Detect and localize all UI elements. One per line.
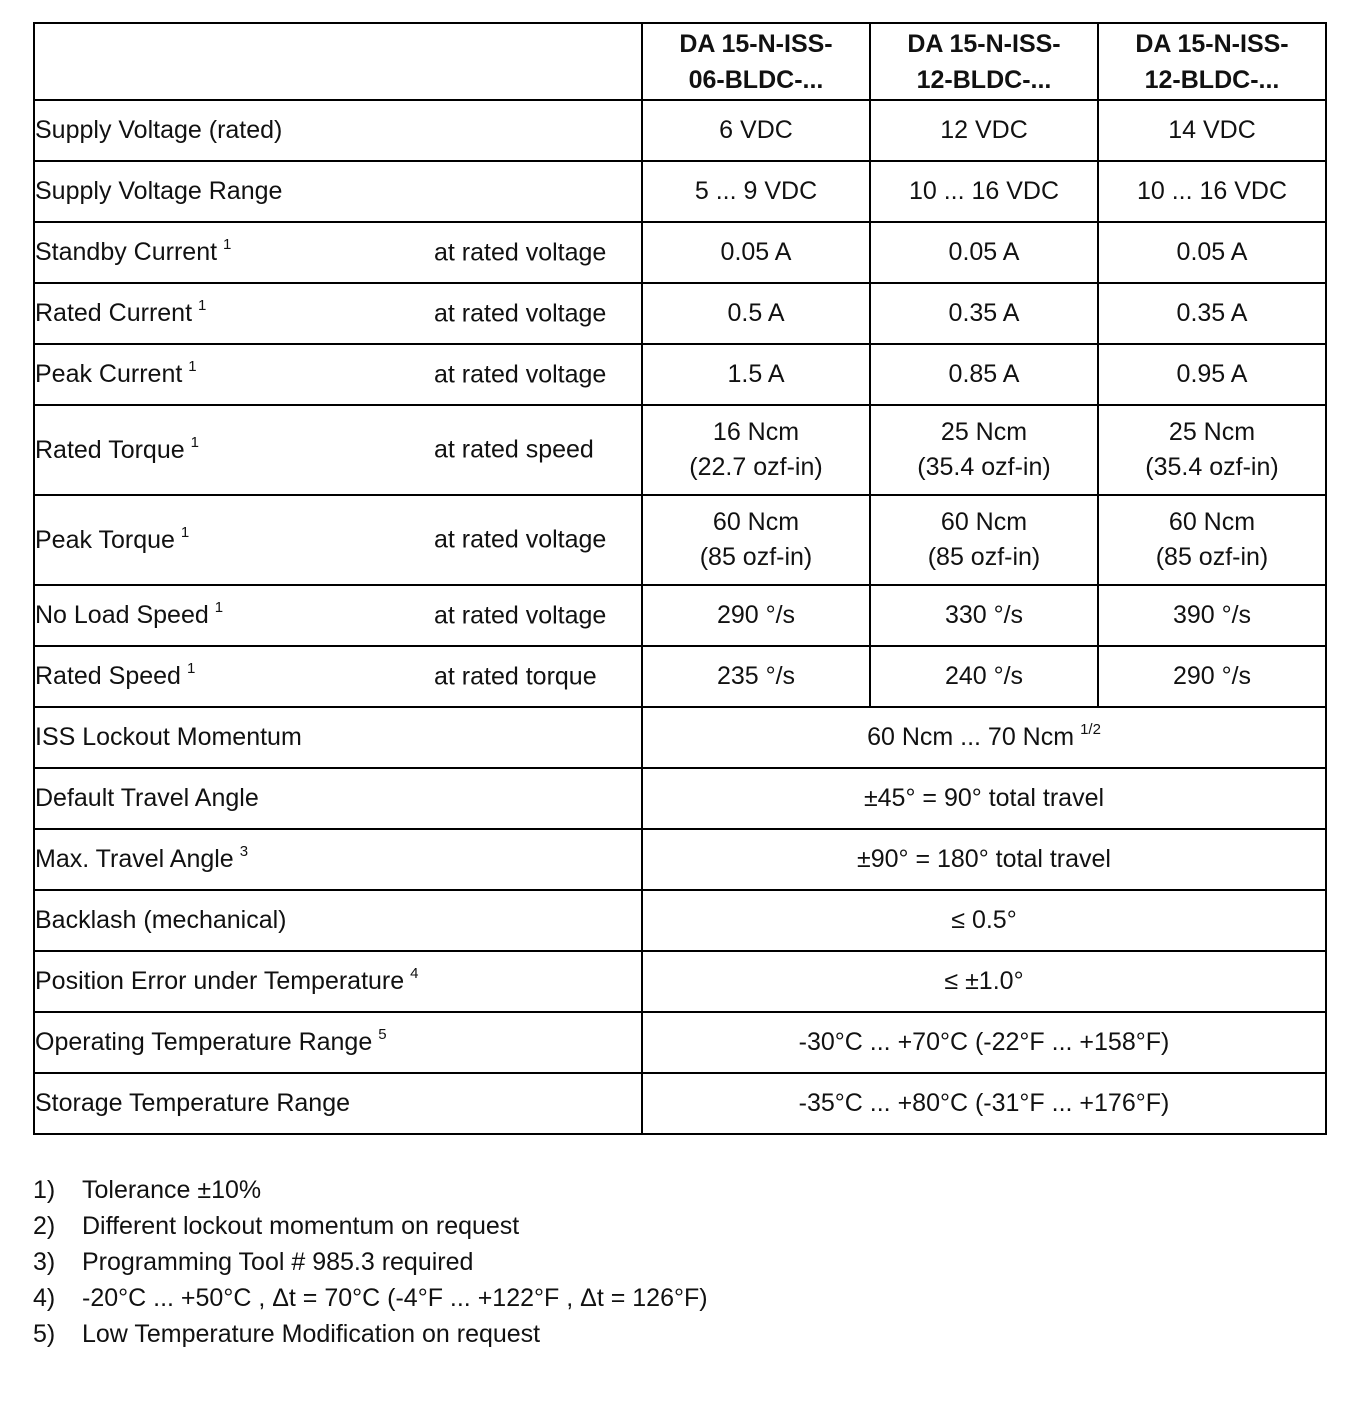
value-cell [642,344,870,405]
row-label: Max. Travel Angle [35,845,234,873]
value-cell [1098,222,1326,283]
cell-value-line: (85 ozf-in) [1155,543,1269,571]
row-condition: at rated speed [434,435,594,464]
cell-value: 1.5 A [727,360,785,388]
value-cell [1098,646,1326,707]
spec-table [33,22,1327,1135]
footnote-number: 3) [33,1248,56,1276]
row-label: Peak Current [35,360,183,388]
footnotes [33,1172,708,1352]
table-row [34,890,1326,951]
value-cell [870,100,1098,161]
value-cell [870,646,1098,707]
value-cell [642,161,870,222]
table-row [34,707,1326,768]
row-label: Storage Temperature Range [35,1089,351,1117]
row-label: Default Travel Angle [35,784,259,812]
footnote-number: 5) [33,1320,56,1348]
cell-value: 0.05 A [948,238,1020,266]
footnote-item [33,1208,708,1244]
cell-value: 240 °/s [944,662,1024,690]
row-condition: at rated torque [434,662,597,690]
value-cell-merged [642,829,1326,890]
footnote-ref: 1 [223,236,232,253]
cell-value-line: (22.7 ozf-in) [689,453,823,481]
row-label-cell [34,829,642,890]
value-cell [1098,100,1326,161]
cell-value: 290 °/s [1172,662,1252,690]
cell-value: 10 ... 16 VDC [1136,177,1288,205]
footnote-item [33,1280,708,1316]
model-header-2 [870,23,1098,100]
row-condition: at rated voltage [434,525,607,554]
cell-value-line: 60 Ncm [1168,508,1256,536]
value-cell-merged [642,1012,1326,1073]
footnote-ref: 1 [198,297,207,314]
cell-value: ≤ ±1.0° [944,967,1024,995]
row-label: Standby Current [35,238,218,266]
row-label-cell [34,161,642,222]
footnote-ref: 1 [190,433,199,451]
table-row [34,283,1326,344]
cell-value: 290 °/s [716,601,796,629]
value-cell [1098,495,1326,585]
footnote-ref: 3 [239,843,249,860]
cell-value-line: 25 Ncm [1168,418,1256,446]
cell-value: -35°C ... +80°C (-31°F ... +176°F) [798,1089,1170,1117]
row-label-cell [34,283,642,344]
cell-value: 235 °/s [716,662,796,690]
table-row [34,161,1326,222]
table-row [34,222,1326,283]
value-cell [642,495,870,585]
row-condition: at rated voltage [434,299,607,327]
cell-value: 0.95 A [1176,360,1248,388]
value-cell [642,283,870,344]
value-cell [870,283,1098,344]
value-cell [870,222,1098,283]
spec-table-body [34,100,1326,1134]
footnote-ref: 1/2 [1080,721,1101,738]
cell-value: 5 ... 9 VDC [694,177,818,205]
table-row [34,344,1326,405]
value-cell [870,585,1098,646]
model-name-line2: 12-BLDC-... [1144,65,1280,94]
cell-value: 60 Ncm ... 70 Ncm [867,723,1075,751]
row-label-cell [34,1012,642,1073]
cell-value: -30°C ... +70°C (-22°F ... +158°F) [798,1028,1170,1056]
cell-value: 0.05 A [720,238,792,266]
table-row [34,585,1326,646]
cell-value-line: 60 Ncm [712,508,800,536]
footnote-ref: 1 [180,523,190,541]
value-cell [870,405,1098,495]
footnote-number: 2) [33,1212,56,1240]
row-label-cell [34,344,642,405]
value-cell [870,344,1098,405]
value-cell [642,585,870,646]
row-condition: at rated voltage [434,238,607,266]
footnote-item [33,1316,708,1352]
model-name-line2: 12-BLDC-... [916,65,1052,94]
value-cell [642,405,870,495]
row-label-cell [34,222,642,283]
cell-value: 0.35 A [1176,299,1248,327]
cell-value: ≤ 0.5° [951,906,1017,934]
cell-value: ±45° = 90° total travel [863,784,1105,812]
row-label: Rated Torque [35,435,185,464]
cell-value-line: (35.4 ozf-in) [1145,453,1279,481]
value-cell [1098,344,1326,405]
model-header-1 [642,23,870,100]
header-row [34,23,1326,100]
value-cell-merged [642,707,1326,768]
table-row [34,100,1326,161]
table-row [34,495,1326,585]
model-name-line1: DA 15-N-ISS- [1135,29,1289,58]
row-label-cell [34,646,642,707]
row-label-cell [34,951,642,1012]
cell-value: 0.85 A [948,360,1020,388]
cell-value-line: 60 Ncm [940,508,1028,536]
row-label-cell [34,768,642,829]
table-row [34,768,1326,829]
header-corner-cell [34,23,642,100]
row-label: No Load Speed [35,601,209,629]
row-label: Supply Voltage (rated) [35,116,283,144]
cell-value: 14 VDC [1168,116,1256,144]
value-cell-merged [642,768,1326,829]
row-label: Operating Temperature Range [35,1028,373,1056]
cell-value: ±90° = 180° total travel [856,845,1111,873]
row-label: Rated Speed [35,662,181,690]
footnote-number: 1) [33,1176,56,1204]
table-row [34,646,1326,707]
row-label: ISS Lockout Momentum [35,723,302,751]
value-cell [1098,405,1326,495]
footnote-text: Different lockout momentum on request [82,1212,520,1240]
value-cell [1098,585,1326,646]
row-condition: at rated voltage [434,601,607,629]
cell-value: 0.5 A [727,299,785,327]
value-cell [1098,161,1326,222]
cell-value: 6 VDC [719,116,793,144]
value-cell-merged [642,890,1326,951]
cell-value-line: 16 Ncm [712,418,800,446]
row-label-cell [34,707,642,768]
cell-value-line: 25 Ncm [940,418,1028,446]
value-cell-merged [642,1073,1326,1134]
model-name-line2: 06-BLDC-... [688,65,824,94]
model-name-line1: DA 15-N-ISS- [907,29,1061,58]
row-label: Peak Torque [35,525,175,554]
value-cell-merged [642,951,1326,1012]
value-cell [1098,283,1326,344]
cell-value-line: (85 ozf-in) [699,543,813,571]
footnote-text: -20°C ... +50°C , Δt = 70°C (-4°F ... +122°F , Δt = 126°F) [82,1284,708,1312]
row-label: Backlash (mechanical) [35,906,287,934]
cell-value-line: (85 ozf-in) [927,543,1041,571]
footnote-ref: 1 [214,599,224,616]
value-cell [642,100,870,161]
table-row [34,951,1326,1012]
cell-value: 10 ... 16 VDC [908,177,1060,205]
row-label: Position Error under Temperature [35,967,405,995]
row-label: Rated Current [35,299,193,327]
row-label-cell [34,495,642,585]
footnote-text: Programming Tool # 985.3 required [82,1248,474,1276]
value-cell [870,495,1098,585]
value-cell [642,646,870,707]
footnote-item [33,1172,708,1208]
row-label-cell [34,585,642,646]
cell-value: 12 VDC [940,116,1028,144]
footnote-number: 4) [33,1284,56,1312]
footnote-ref: 1 [188,358,197,375]
row-label-cell [34,100,642,161]
footnote-ref: 1 [186,660,196,677]
cell-value-line: (35.4 ozf-in) [917,453,1051,481]
footnote-text: Tolerance ±10% [82,1176,262,1204]
footnote-text: Low Temperature Modification on request [82,1320,541,1348]
table-row [34,405,1326,495]
row-label-cell [34,405,642,495]
table-row [34,1012,1326,1073]
table-row [34,1073,1326,1134]
cell-value: 390 °/s [1172,601,1252,629]
table-row [34,829,1326,890]
row-label: Supply Voltage Range [35,177,283,205]
cell-value: 330 °/s [944,601,1024,629]
model-name-line1: DA 15-N-ISS- [679,29,833,58]
cell-value: 0.35 A [948,299,1020,327]
row-label-cell [34,890,642,951]
cell-value: 0.05 A [1176,238,1248,266]
model-header-3 [1098,23,1326,100]
footnote-ref: 4 [410,965,419,982]
row-condition: at rated voltage [434,360,607,388]
value-cell [642,222,870,283]
value-cell [870,161,1098,222]
footnote-ref: 5 [378,1026,387,1043]
row-label-cell [34,1073,642,1134]
footnote-item [33,1244,708,1280]
